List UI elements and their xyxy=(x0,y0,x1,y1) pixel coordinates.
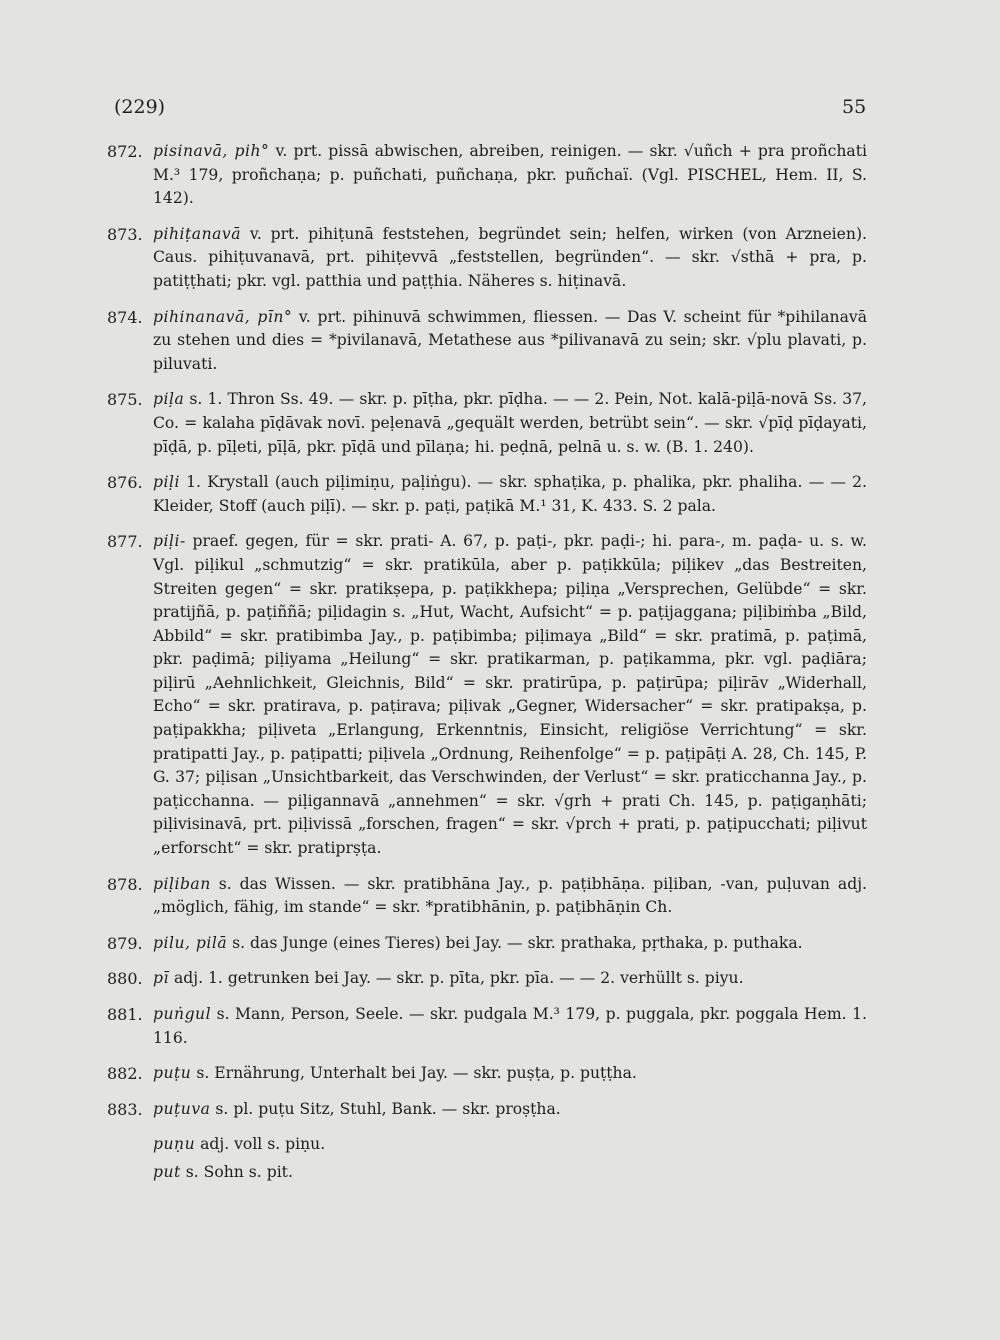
entry-text: v. prt. pihiṭunā feststehen, begründet sein; helfen, wirken (von Arzneien). Caus. pihiṭuvanavā, prt. pihiṭevvā „feststellen, begründen“. — skr. √sthā + pra, p. patiṭṭhati; pkr. vgl. patthia und paṭṭhia. Näheres s. hiṭinavā. xyxy=(153,224,867,290)
entry-headword: puṭuva xyxy=(153,1099,211,1118)
entry-number: 878. xyxy=(107,874,143,894)
entry-number: 882. xyxy=(107,1064,143,1084)
entry xyxy=(107,1098,867,1122)
entry-headword: puṅgul xyxy=(153,1005,212,1023)
entry xyxy=(107,1003,867,1050)
page-number: 55 xyxy=(842,96,867,118)
entry xyxy=(107,223,867,294)
entry xyxy=(107,873,867,920)
entry-text: v. prt. pissā abwischen, abreiben, reinigen. — skr. √uñch + pra proñchati M.³ 179, proñchaṇa; p. puñchati, puñchaṇa, pkr. puñchaï. (Vgl. PISCHEL, Hem. II, S. 142). xyxy=(153,142,867,208)
entry-headword: puṭu xyxy=(153,1064,192,1083)
entry-text: s. pl. puṭu Sitz, Stuhl, Bank. — skr. proṣṭha. xyxy=(215,1099,561,1118)
entry xyxy=(107,1161,867,1185)
entry-text: s. Sohn s. pit. xyxy=(185,1162,293,1181)
entry xyxy=(107,1062,867,1086)
entry xyxy=(107,140,867,211)
entry-headword: put xyxy=(153,1162,181,1181)
entry-number: 883. xyxy=(107,1099,143,1119)
entry-number: 879. xyxy=(107,933,143,953)
entry-headword: pilu, pilā xyxy=(153,933,228,952)
entry-text: praef. gegen, für = skr. prati- A. 67, p. paṭi-, pkr. paḍi-; hi. para-, m. paḍa- u. s. w. Vgl. piḷikul „schmutzig“ = skr. pratikūla, aber p. paṭikkūla; piḷikev „das Bestreiten, Streiten gegen“ = skr. pratikṣepa, p. paṭikkhepa; piḷiṇa „Versprechen, Gelübde“ = skr. pratijñā, p. paṭiññā; piḷidagin s. „Hut, Wacht, Aufsicht“ = p. paṭijaggana; piḷibiṁba „Bild, Abbild“ = skr. pratibimba Jay., p. paṭibimba; piḷimaya „Bild“ = skr. pratimā, p. paṭimā, pkr. paḍimā; piḷiyama „Heilung“ = skr. pratikarman, p. paṭikamma, pkr. vgl. paḍiāra; piḷirū „Aehnlichkeit, Gleichnis, Bild“ = skr. pratirūpa, p. paṭirūpa; piḷirāv „Widerhall, Echo“ = skr. pratirava, p. paṭirava; piḷivak „Gegner, Widersacher“ = skr. pratipakṣa, p. paṭipakkha; piḷiveta „Erlangung, Erkenntnis, Einsicht, religiöse Verrichtung“ = skr. pratipatti Jay., p. paṭipatti; piḷivela „Ordnung, Reihenfolge“ = p. paṭipāṭi A. 28, Ch. 145, P. G. 37; piḷisan „Unsichtbarkeit, das Verschwinden, der Verlust“ = skr. praticchanna Jay., p. paṭicchanna. — piḷigannavā „annehmen“ = skr. √grh + prati Ch. 145, p. paṭigaṇhāti; piḷivisinavā, prt. piḷivissā „forschen, fragen“ = skr. √prch + prati, p. paṭipucchati; piḷivut „erforscht“ = skr. pratiprṣṭa. xyxy=(153,532,867,858)
entry-text: s. Mann, Person, Seele. — skr. pudgala M.³ 179, p. puggala, pkr. poggala Hem. 1. 116. xyxy=(153,1005,867,1047)
entry-text: v. prt. pihinuvā schwimmen, fliessen. — Das V. scheint für *pihilanavā zu stehen und dies = *pivilanavā, Metathese aus *pilivanavā zu sein; skr. √plu plavati, p. piluvati. xyxy=(153,307,867,373)
entry xyxy=(107,471,867,518)
entry-headword: pisinavā, pih° xyxy=(153,142,270,160)
entry xyxy=(107,306,867,377)
entry-text: s. das Junge (eines Tieres) bei Jay. — skr. prathaka, pṛthaka, p. puthaka. xyxy=(232,933,803,952)
entry-number: 881. xyxy=(107,1005,143,1024)
entry-headword: piḷiban xyxy=(153,874,211,893)
entry-text: s. das Wissen. — skr. pratibhāna Jay., p. paṭibhāṇa. piḷiban, -van, puḷuvan adj. „möglich, fähig, im stande“ = skr. *pratibhānin, p. paṭibhāṇin Ch. xyxy=(153,874,867,917)
entry-text: adj. voll s. piṇu. xyxy=(200,1135,326,1154)
entry-headword: pī xyxy=(153,969,169,988)
entry-headword: puṇu xyxy=(153,1135,196,1154)
entry xyxy=(107,967,867,991)
entry xyxy=(107,530,867,860)
entry-number: 875. xyxy=(107,390,143,410)
entry-headword: pihinanavā, pīn° xyxy=(153,307,293,326)
entry-number xyxy=(107,1133,153,1157)
entry-number: 876. xyxy=(107,473,143,493)
entry xyxy=(107,932,867,956)
entry-headword: piḷi xyxy=(153,473,180,492)
entry-number: 873. xyxy=(107,224,143,244)
entry-headword: piḷa xyxy=(153,390,185,409)
entry-number: 880. xyxy=(107,969,143,989)
entry-headword: piḷi- xyxy=(153,532,186,551)
entry-number: 874. xyxy=(107,307,143,327)
entry-text: 1. Krystall (auch piḷimiṇu, paḷiṅgu). — skr. sphaṭika, p. phalika, pkr. phaliha. — — 2. Kleider, Stoff (auch piḷī). — skr. p. paṭi, paṭikā M.¹ 31, K. 433. S. 2 pala. xyxy=(153,473,867,515)
entry-text: s. Ernährung, Unterhalt bei Jay. — skr. puṣṭa, p. puṭṭha. xyxy=(196,1064,637,1083)
entry-number: 877. xyxy=(107,532,143,552)
page-header-left: (229) xyxy=(114,96,166,118)
dictionary-entries xyxy=(107,140,867,1197)
entry-text: s. 1. Thron Ss. 49. — skr. p. pīṭha, pkr. pīḍha. — — 2. Pein, Not. kalā-piḷā-novā Ss. 37, Co. = kalaha pīḍāvak novī. peḷenavā „gequält werden, betrübt sein“. — skr. √pīḍ pīḍayati, pīḍā, p. pīḷeti, pīḷā, pkr. pīḍā und pīlaṇa; hi. peḍnā, pelnā u. s. w. (B. 1. 240). xyxy=(153,390,867,456)
entry xyxy=(107,388,867,459)
entry-number xyxy=(107,1161,153,1185)
entry xyxy=(107,1133,867,1157)
entry-headword: pihiṭanavā xyxy=(153,224,242,243)
entry-text: adj. 1. getrunken bei Jay. — skr. p. pīta, pkr. pīa. — — 2. verhüllt s. piyu. xyxy=(173,969,744,988)
entry-number: 872. xyxy=(107,142,143,161)
